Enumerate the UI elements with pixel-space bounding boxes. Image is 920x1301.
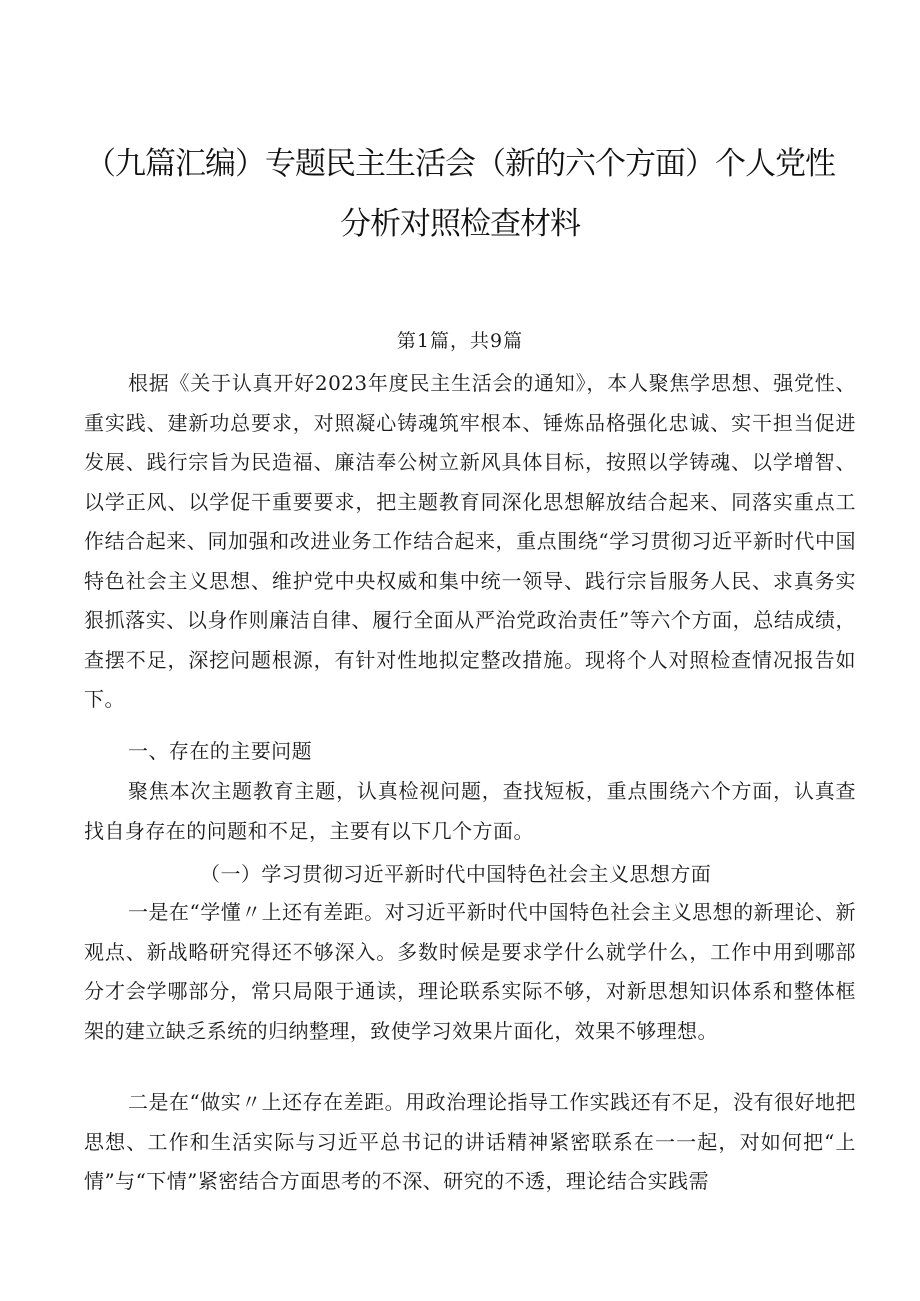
document-title-line-2: 分析对照检查材料 [340,206,580,242]
subsection-heading-1: （一）学习贯彻习近平新时代中国特色社会主义思想方面 [200,862,712,886]
intro-paragraph: 根据《关于认真开好2023年度民主生活会的通知》，本人聚焦学思想、强党性、重实践、建新功总要求，对照凝心铸魂筑牢根本、锤炼品格强化忠诚、实干担当促进发展、践行宗旨为民造福、廉洁奉公树立新风具体目标，按照以学铸魂、以学增智、以学正风、以学促干重要要求，把主题教育同深化思想解放结合起来、同落实重点工作结合起来、同加强和改进业务工作结合起来，重点围绕“学习贯彻习近平新时代中国特色社会主义思想、维护党中央权威和集中统一领导、践行宗旨服务人民、求真务实狠抓落实、以身作则廉洁自律、履行全面从严治党政治责任”等六个方面，总结成绩，查摆不足，深挖问题根源，有针对性地拟定整改措施。现将个人对照检查情况报告如下。 [84,371,856,711]
document-subtitle: 第1篇，共9篇 [396,330,524,352]
section-1-paragraph: 聚焦本次主题教育主题，认真检视问题，查找短板，重点围绕六个方面，认真查找自身存在的问题和不足，主要有以下几个方面。 [84,779,856,843]
point-2-paragraph: 二是在“做实〃上还存在差距。用政治理论指导工作实践还有不足，没有很好地把思想、工作和生活实际与习近平总书记的讲话精神紧密联系在一一起，对如何把“上情”与“下情”紧密结合方面思考的不深、研究的不透，理论结合实践需 [84,1090,856,1193]
section-heading-1: 一、存在的主要问题 [128,739,313,763]
point-1-paragraph: 一是在“学懂〃上还有差距。对习近平新时代中国特色社会主义思想的新理论、新观点、新战略研究得还不够深入。多数时候是要求学什么就学什么，工作中用到哪部分才会学哪部分，常只局限于通读，理论联系实际不够，对新思想知识体系和整体框架的建立缺乏系统的归纳整理，致使学习效果片面化，效果不够理想。 [84,900,856,1043]
document-title-line-1: （九篇汇编）专题民主生活会（新的六个方面）个人党性 [85,146,835,182]
